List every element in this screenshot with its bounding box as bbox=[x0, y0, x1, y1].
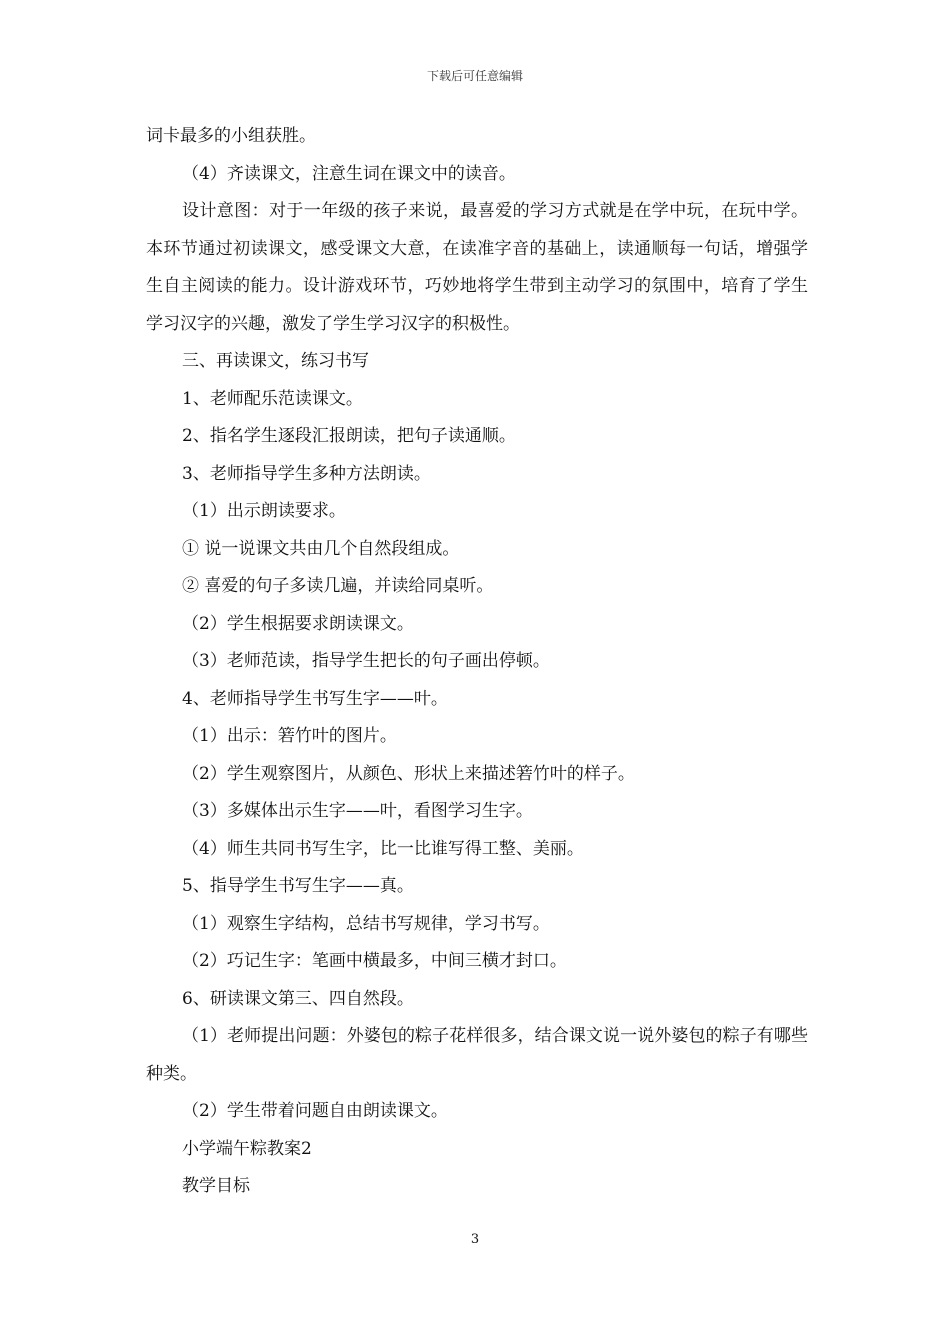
document-body bbox=[146, 118, 808, 1206]
list-item: （1）观察生字结构，总结书写规律，学习书写。 bbox=[182, 913, 550, 934]
list-item: 2、指名学生逐段汇报朗读，把句子读通顺。 bbox=[182, 426, 516, 446]
page-number: 3 bbox=[470, 1232, 480, 1247]
list-item: （2）学生带着问题自由朗读课文。 bbox=[182, 1101, 448, 1121]
list-item: 3、老师指导学生多种方法朗读。 bbox=[182, 463, 431, 484]
page-header: 下载后可任意编辑 bbox=[426, 69, 523, 83]
list-item: （1）老师提出问题：外婆包的粽子花样很多，结合课文说一说外婆包的粽子有哪些种类。 bbox=[146, 1026, 808, 1084]
list-item: （3）多媒体出示生字——叶，看图学习生字。 bbox=[182, 801, 533, 821]
list-item: 1、老师配乐范读课文。 bbox=[182, 388, 363, 409]
section-title: 小学端午粽教案2 bbox=[182, 1138, 312, 1159]
paragraph: （4）齐读课文，注意生词在课文中的读音。 bbox=[182, 163, 516, 184]
list-item: ① 说一说课文共由几个自然段组成。 bbox=[182, 538, 460, 559]
list-item: （1）出示朗读要求。 bbox=[182, 501, 346, 521]
list-item: 6、研读课文第三、四自然段。 bbox=[182, 988, 414, 1009]
list-item: ② 喜爱的句子多读几遍，并读给同桌听。 bbox=[182, 576, 494, 596]
list-item: （3）老师范读，指导学生把长的句子画出停顿。 bbox=[182, 651, 550, 671]
list-item: 4、老师指导学生书写生字——叶。 bbox=[182, 688, 448, 709]
list-item: （2）学生观察图片，从颜色、形状上来描述箬竹叶的样子。 bbox=[182, 763, 635, 784]
paragraph-design-intent: 设计意图：对于一年级的孩子来说，最喜爱的学习方式就是在学中玩，在玩中学。本环节通过初读课文，感受课文大意，在读准字音的基础上，读通顺每一句话，增强学生自主阅读的能力。设计游戏环节，巧妙地将学生带到主动学习的氛围中，培育了学生学习汉字的兴趣，激发了学生学习汉字的积极性。 bbox=[146, 201, 808, 334]
section-heading: 三、再读课文，练习书写 bbox=[182, 351, 369, 371]
list-item: （2）巧记生字：笔画中横最多，中间三横才封口。 bbox=[182, 951, 567, 971]
list-item: 5、指导学生书写生字——真。 bbox=[182, 876, 414, 896]
list-item: （4）师生共同书写生字，比一比谁写得工整、美丽。 bbox=[182, 838, 584, 859]
list-item: （1）出示：箬竹叶的图片。 bbox=[182, 726, 397, 746]
section-subtitle: 教学目标 bbox=[182, 1176, 250, 1196]
list-item: （2）学生根据要求朗读课文。 bbox=[182, 613, 414, 634]
paragraph: 词卡最多的小组获胜。 bbox=[146, 126, 316, 146]
